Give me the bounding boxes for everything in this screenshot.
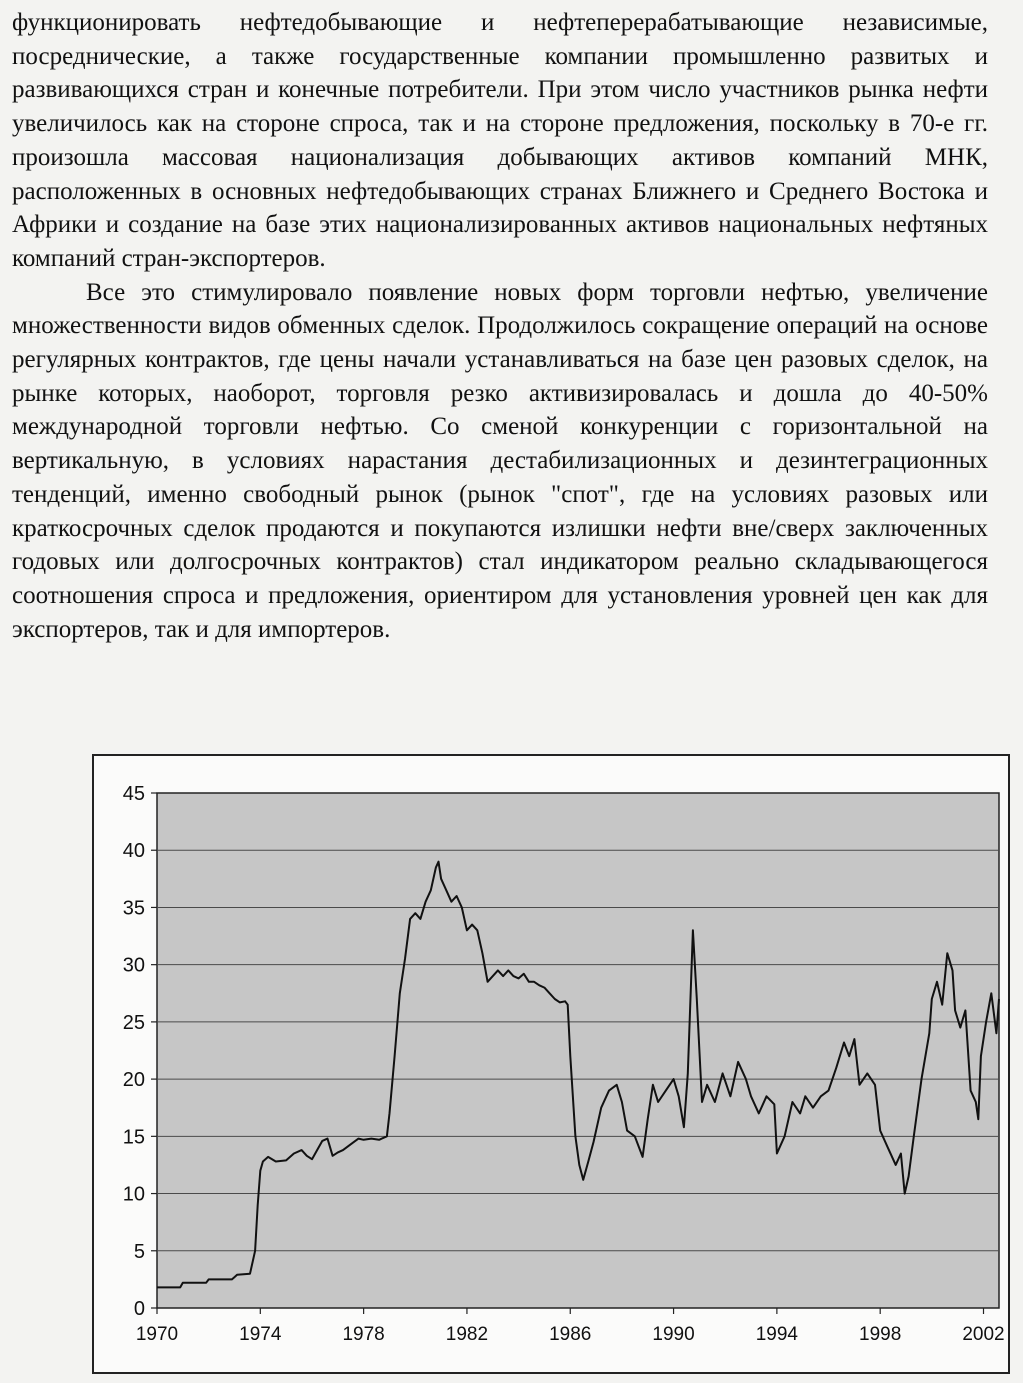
- y-tick-label: 20: [122, 1069, 145, 1092]
- y-tick-label: 0: [133, 1298, 145, 1320]
- paragraph-2: Все это стимулировало появление новых форм торговли нефтью, увеличение множественности видов обменных сделок. Продолжилось сокращение операций на основе регулярных контрактов, где цены начали устанавливаться на базе цен разовых сделок, на рынке которых, наоборот, торговля резко активизировалась и дошла до 40-50% международной торговли нефтью. Со сменой конкуренции с горизонтальной на вертикальную, в условиях нарастания дестабилизационных и дезинтеграционных тенденций, именно свободный рынок (рынок "спот", где на условиях разовых или краткосрочных сделок продаются и покупаются излишки нефти вне/сверх заключенных годовых или долгосрочных контрактов) стал индикатором реально складывающегося соотношения спроса и предложения, ориентиром для установления уровней цен как для экспортеров, так и для импортеров.: [12, 278, 988, 643]
- y-tick-label: 30: [122, 954, 145, 977]
- paragraph-1: функционировать нефтедобывающие и нефтеперерабатывающие независимые, посреднические, а также государственные компании промышленно развитых и развивающихся стран и конечные потребители. При этом число участников рынка нефти увеличилось как на стороне спроса, так и на стороне предложения, поскольку в 70-е гг. произошла массовая национализация добывающих активов компаний МНК, расположенных в основных нефтедобывающих странах Ближнего и Среднего Востока и Африки и создание на базе этих национализированных активов национальных нефтяных компаний стран-экспортеров.: [12, 9, 988, 272]
- x-tick-label: 1970: [135, 1324, 179, 1345]
- x-tick-label: 1974: [239, 1324, 282, 1345]
- x-tick-label: 1990: [652, 1324, 695, 1345]
- chart-frame: [92, 754, 1010, 1374]
- x-tick-label: 2002: [962, 1324, 1005, 1345]
- x-tick-label: 1978: [342, 1324, 385, 1345]
- plot-area: [157, 793, 999, 1308]
- y-tick-label: 35: [122, 897, 145, 920]
- x-tick-label: 1998: [859, 1324, 902, 1345]
- y-tick-label: 10: [122, 1183, 145, 1206]
- body-text: [12, 6, 988, 646]
- x-axis-ticks: [136, 1308, 1005, 1345]
- x-tick-label: 1986: [549, 1324, 592, 1345]
- y-tick-label: 45: [122, 783, 145, 805]
- y-tick-label: 40: [122, 840, 145, 863]
- oil-price-line-chart: [94, 756, 1008, 1372]
- y-tick-label: 5: [133, 1240, 145, 1263]
- y-tick-label: 15: [122, 1126, 145, 1149]
- y-tick-label: 25: [122, 1011, 145, 1034]
- y-axis-ticks: [123, 783, 157, 1320]
- x-tick-label: 1982: [445, 1324, 489, 1345]
- x-tick-label: 1994: [755, 1324, 799, 1345]
